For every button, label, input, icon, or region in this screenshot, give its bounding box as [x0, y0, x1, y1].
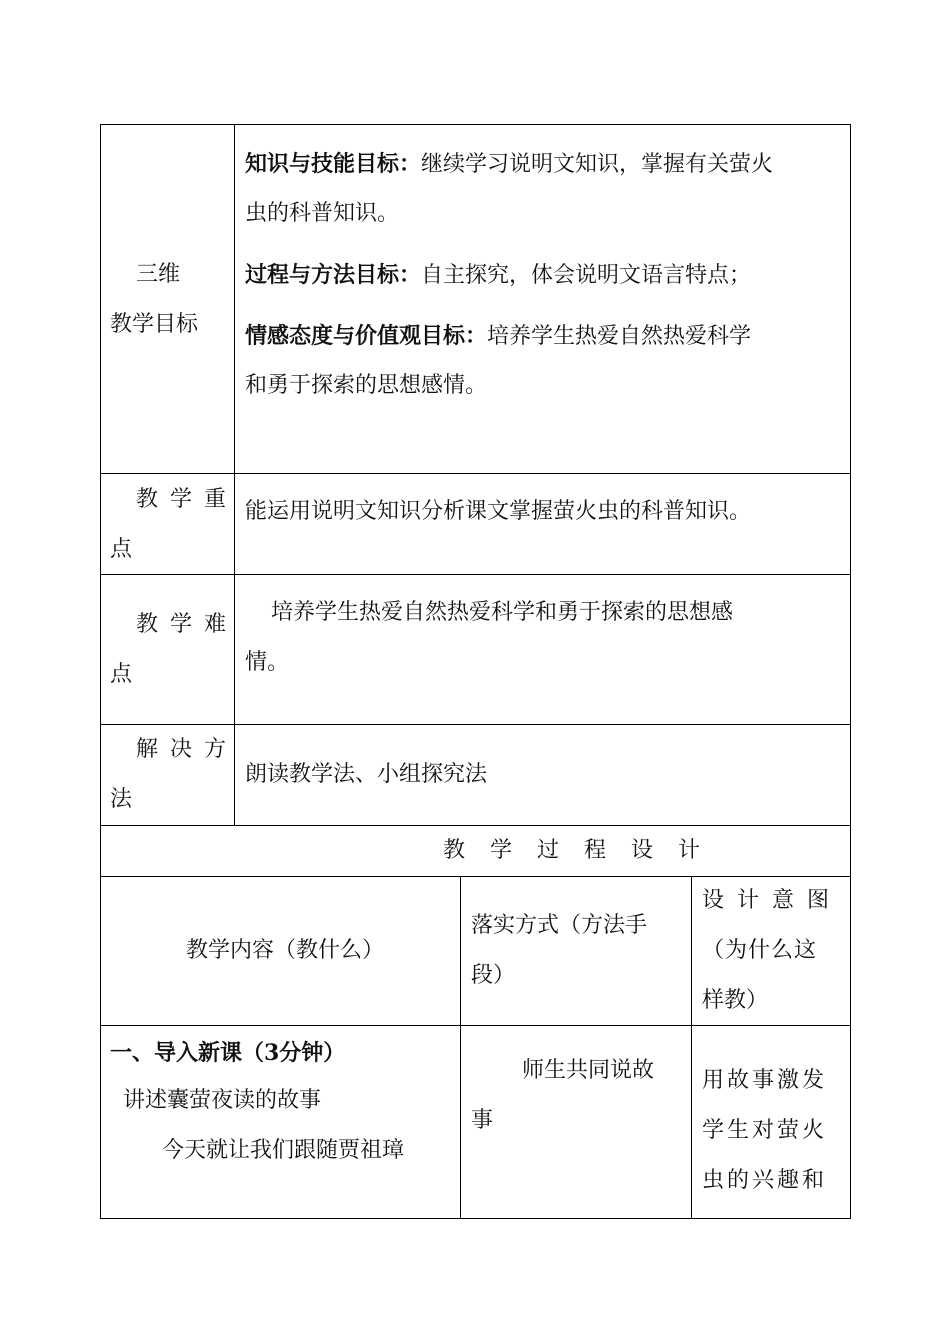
intro-intent-line3: 虫的兴趣和 [702, 1168, 828, 1193]
column-header-method-line2: 段） [471, 963, 516, 988]
knowledge-objective-text: 继续学习说明文知识，掌握有关萤火 [421, 152, 774, 177]
difficulties-text-line1: 培养学生热爱自然热爱科学和勇于探索的思想感 [271, 600, 734, 625]
row-divider [100, 724, 851, 725]
solutions-label-line1: 解决方 [136, 737, 239, 762]
table-border-left [100, 124, 101, 1219]
emotion-objective-text: 培养学生热爱自然热爱科学 [487, 324, 752, 349]
table-border-top [100, 124, 851, 125]
solutions-text: 朗读教学法、小组探究法 [245, 762, 488, 787]
column-header-intent-line3: 样教） [702, 988, 769, 1013]
intro-method-line1: 师生共同说故 [522, 1058, 655, 1083]
process-objective-heading: 过程与方法目标： [245, 262, 422, 288]
content-method-divider [460, 876, 461, 1219]
key-points-label-line2: 点 [110, 537, 133, 562]
table-border-bottom [100, 1218, 851, 1219]
row-divider [100, 1025, 851, 1026]
intro-intent-line1: 用故事激发 [702, 1068, 828, 1093]
intro-line1: 讲述囊萤夜读的故事 [123, 1088, 322, 1113]
column-header-intent-line1: 设计意图 [702, 888, 843, 913]
objectives-label-line1: 三维 [136, 262, 181, 287]
column-header-content: 教学内容（教什么） [186, 938, 385, 963]
difficulties-label-line2: 点 [110, 662, 133, 687]
intro-line2: 今天就让我们跟随贾祖璋 [162, 1138, 405, 1163]
key-points-text: 能运用说明文知识分析课文掌握萤火虫的科普知识。 [245, 499, 752, 524]
intro-method-line2: 事 [471, 1108, 494, 1133]
table-border-right [850, 124, 851, 1219]
row-divider [100, 825, 851, 826]
difficulties-label-line1: 教学难 [136, 612, 239, 637]
label-column-divider [234, 124, 235, 825]
column-header-method-line1: 落实方式（方法手 [471, 913, 648, 938]
column-header-intent-line2: （为什么这 [702, 938, 818, 963]
key-points-label-line1: 教学重 [136, 487, 239, 512]
process-design-title: 教学过程设计 [443, 838, 726, 863]
process-objective [245, 262, 751, 289]
emotion-objective-line2: 和勇于探索的思想感情。 [245, 373, 488, 398]
row-divider [100, 574, 851, 575]
knowledge-objective-line1 [245, 151, 773, 178]
method-intent-divider [691, 876, 692, 1219]
difficulties-text-line2: 情。 [245, 650, 290, 675]
row-divider [100, 473, 851, 474]
process-objective-text: 自主探究，体会说明文语言特点； [421, 263, 752, 288]
emotion-objective-line1 [245, 323, 751, 350]
emotion-objective-heading: 情感态度与价值观目标： [245, 323, 488, 349]
knowledge-objective-line2: 虫的科普知识。 [245, 201, 400, 226]
solutions-label-line2: 法 [110, 787, 133, 812]
row-divider [100, 876, 851, 877]
objectives-label-line2: 教学目标 [110, 312, 199, 337]
intro-heading: 一、导入新课（3分钟） [110, 1040, 346, 1066]
intro-intent-line2: 学生对萤火 [702, 1118, 828, 1143]
knowledge-objective-heading: 知识与技能目标： [245, 151, 422, 177]
